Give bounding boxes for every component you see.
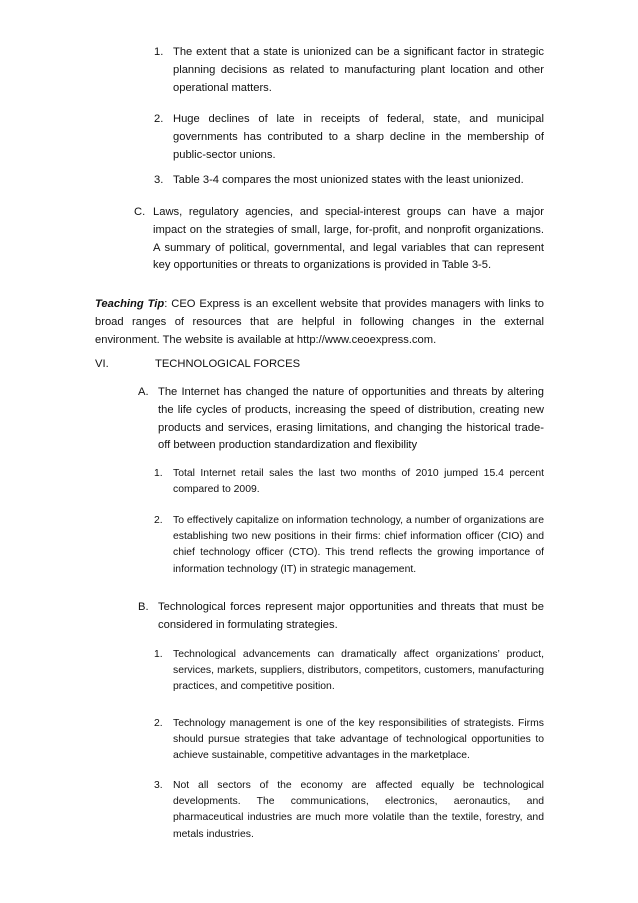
list-item [154, 647, 544, 696]
list-item [154, 513, 544, 578]
outline-item-text: The Internet has changed the nature of opportunities and threats by altering the life cycles of products, increasing the speed of distribution, creating new products and services, erasing limitations, and changing the historical trade-off between production standardization and flexibility [158, 386, 544, 452]
list-item-text: Technology management is one of the key responsibilities of strategists. Firms should pursue strategies that take advantage of technological opportunities to achieve sustainable, competitive advantages in the marketplace. [173, 718, 544, 762]
outline-item-b [138, 599, 544, 635]
list-item-number: 2. [154, 113, 164, 125]
section-title: TECHNOLOGICAL FORCES [155, 358, 301, 370]
outline-item-text: Technological forces represent major opportunities and threats that must be considered in formulating strategies. [158, 601, 544, 631]
outline-item-letter: B. [138, 601, 149, 613]
outline-item-text: Laws, regulatory agencies, and special-interest groups can have a major impact on the strategies of small, large, for-profit, and nonprofit organizations. A summary of political, governmental, and legal variables that can represent key opportunities or threats to organizations is provided in Table 3-5. [153, 206, 544, 272]
list-item-text: Huge declines of late in receipts of federal, state, and municipal governments has contributed to a sharp decline in the membership of public-sector unions. [173, 113, 544, 161]
list-item-text: Total Internet retail sales the last two months of 2010 jumped 15.4 percent compared to 2009. [173, 468, 544, 496]
list-item-number: 1. [154, 649, 163, 660]
list-item [154, 111, 544, 164]
list-item-number: 2. [154, 515, 163, 526]
section-heading [95, 358, 300, 370]
section-number: VI. [95, 358, 109, 370]
outline-item-letter: C. [134, 206, 146, 218]
list-item-text: Table 3-4 compares the most unionized states with the least unionized. [173, 174, 524, 186]
list-item-number: 1. [154, 468, 163, 479]
list-item-number: 3. [154, 174, 164, 186]
teaching-tip [95, 296, 544, 349]
list-item-text: Technological advancements can dramatically affect organizations’ product, services, markets, suppliers, distributors, competitors, customers, manufacturing practices, and competitive position. [173, 649, 544, 693]
list-item [154, 172, 544, 190]
list-item [154, 716, 544, 765]
list-item [154, 778, 544, 843]
list-item-number: 2. [154, 718, 163, 729]
list-item-number: 1. [154, 46, 164, 58]
teaching-tip-text: : CEO Express is an excellent website that provides managers with links to broad ranges of resources that are helpful in following changes in the external environment. The website is available at http://www.ceoexpress.com. [95, 298, 544, 346]
list-item-number: 3. [154, 780, 163, 791]
list-item-text: Not all sectors of the economy are affected equally be technological developments. The communications, electronics, aeronautics, and pharmaceutical industries are much more volatile than the textile, forestry, and metals industries. [173, 780, 544, 840]
outline-item-c [134, 204, 544, 275]
teaching-tip-label: Teaching Tip [95, 298, 165, 310]
outline-item-letter: A. [138, 386, 149, 398]
list-item-text: The extent that a state is unionized can be a significant factor in strategic planning decisions as related to manufacturing plant location and other operational matters. [173, 46, 544, 94]
outline-item-a [138, 384, 544, 455]
list-item [154, 466, 544, 498]
list-item [154, 44, 544, 97]
list-item-text: To effectively capitalize on information technology, a number of organizations are establishing two new positions in their firms: chief information officer (CIO) and chief technology officer (CTO). This trend reflects the growing importance of information technology (IT) in strategic management. [173, 515, 545, 575]
